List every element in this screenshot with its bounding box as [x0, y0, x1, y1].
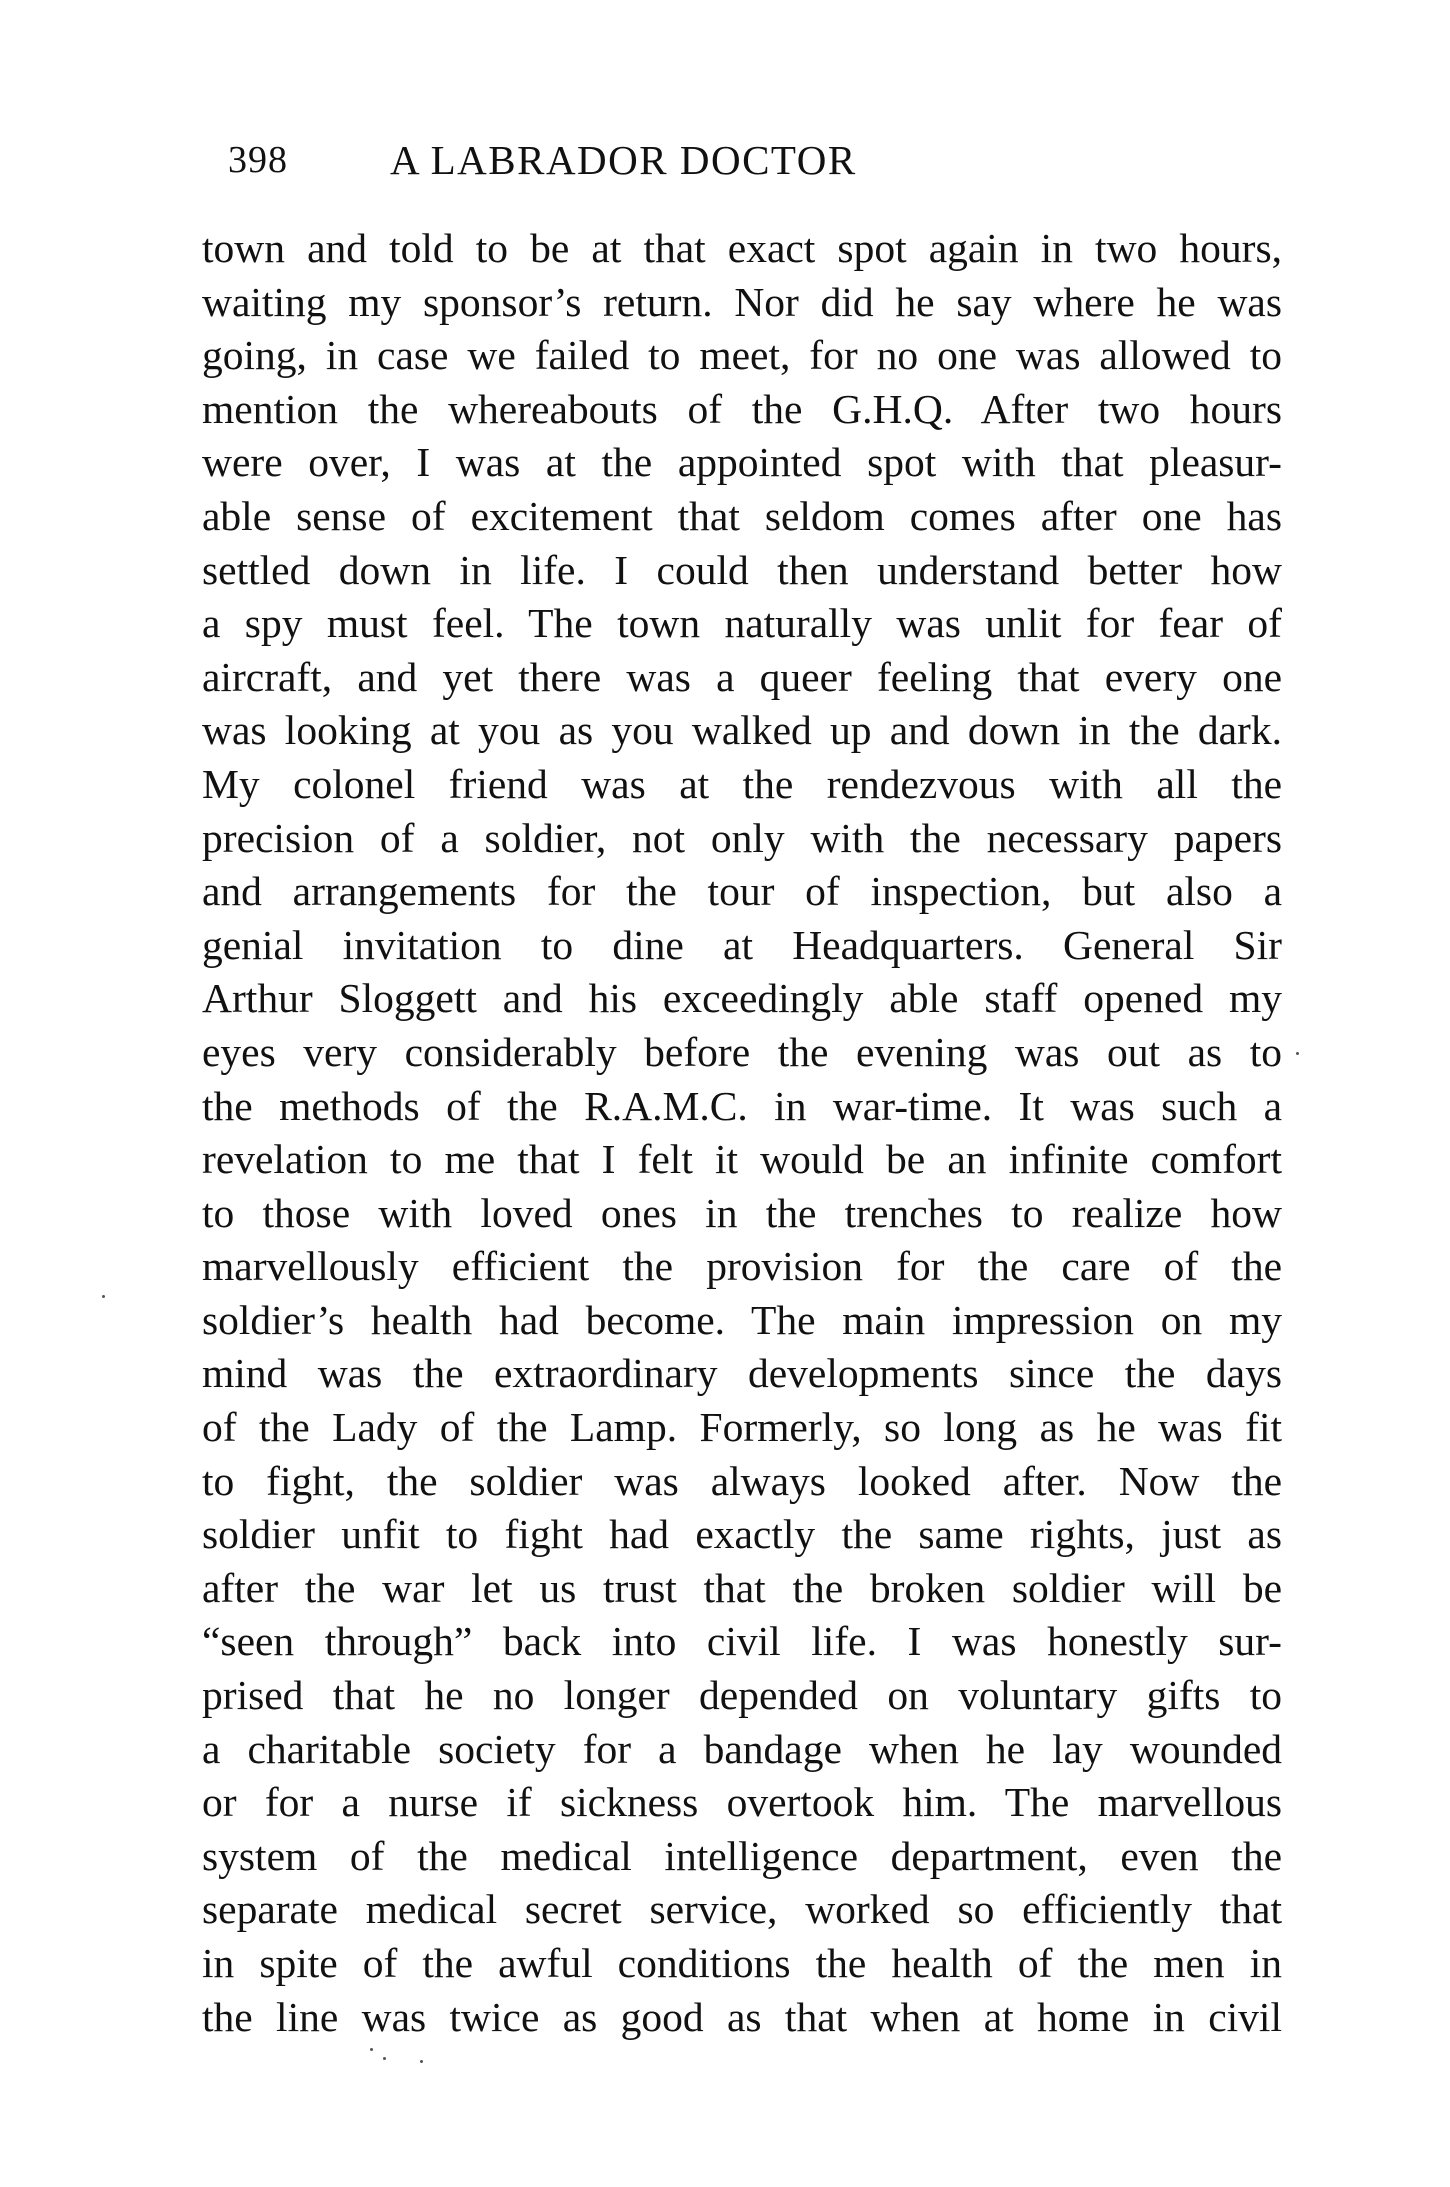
text-line: the methods of the R.A.M.C. in war-time. It was such a — [202, 1082, 1282, 1129]
text-line: My colonel friend was at the rendezvous with all the — [202, 760, 1282, 807]
text-line: settled down in life. I could then understand better how — [202, 546, 1282, 593]
text-line: “seen through” back into civil life. I was honestly sur- — [202, 1618, 1282, 1665]
text-line: system of the medical intelligence department, even the — [202, 1832, 1282, 1879]
text-line: was looking at you as you walked up and down in the dark. — [202, 707, 1282, 754]
text-line: were over, I was at the appointed spot with that pleasur- — [202, 439, 1282, 486]
text-line: eyes very considerably before the evening was out as to — [202, 1028, 1282, 1075]
text-line: a charitable society for a bandage when he lay wounded — [202, 1725, 1282, 1772]
print-speck — [420, 2060, 423, 2063]
body-text — [202, 222, 1282, 2044]
text-line: mention the whereabouts of the G.H.Q. After two hours — [202, 385, 1282, 432]
text-line: and arrangements for the tour of inspection, but also a — [202, 868, 1282, 915]
text-line: precision of a soldier, not only with the necessary papers — [202, 814, 1282, 861]
text-line: revelation to me that I felt it would be an infinite comfort — [202, 1136, 1282, 1183]
text-line: soldier unfit to fight had exactly the same rights, just as — [202, 1511, 1282, 1558]
text-line: genial invitation to dine at Headquarters. General Sir — [202, 921, 1282, 968]
page-number: 398 — [228, 139, 288, 181]
text-line: the line was twice as good as that when at home in civil — [202, 1993, 1282, 2040]
print-speck — [1296, 1052, 1299, 1055]
text-line: to fight, the soldier was always looked after. Now the — [202, 1457, 1282, 1504]
text-line: prised that he no longer depended on voluntary gifts to — [202, 1672, 1282, 1719]
text-line: or for a nurse if sickness overtook him. The marvellous — [202, 1779, 1282, 1826]
text-line: separate medical secret service, worked so efficiently that — [202, 1886, 1282, 1933]
text-line: able sense of excitement that seldom comes after one has — [202, 492, 1282, 539]
text-line: going, in case we failed to meet, for no one was allowed to — [202, 332, 1282, 379]
text-line: waiting my sponsor’s return. Nor did he say where he was — [202, 278, 1282, 325]
text-line: Arthur Sloggett and his exceedingly able staff opened my — [202, 975, 1282, 1022]
text-line: a spy must feel. The town naturally was unlit for fear of — [202, 600, 1282, 647]
print-speck — [102, 1295, 105, 1298]
text-line: in spite of the awful conditions the health of the men in — [202, 1940, 1282, 1986]
running-title: A LABRADOR DOCTOR — [390, 137, 857, 183]
text-line: aircraft, and yet there was a queer feeling that every one — [202, 653, 1282, 700]
text-line: mind was the extraordinary developments since the days — [202, 1350, 1282, 1397]
text-line: to those with loved ones in the trenches to realize how — [202, 1189, 1282, 1236]
text-line: town and told to be at that exact spot again in two hours, — [202, 225, 1282, 271]
print-speck — [383, 2057, 386, 2060]
text-line: after the war let us trust that the broken soldier will be — [202, 1564, 1282, 1611]
text-line: of the Lady of the Lamp. Formerly, so long as he was fit — [202, 1404, 1282, 1451]
page-header — [228, 130, 1228, 190]
text-line: marvellously efficient the provision for the care of the — [202, 1243, 1282, 1290]
text-line: soldier’s health had become. The main impression on my — [202, 1296, 1282, 1343]
print-speck — [370, 2048, 373, 2051]
